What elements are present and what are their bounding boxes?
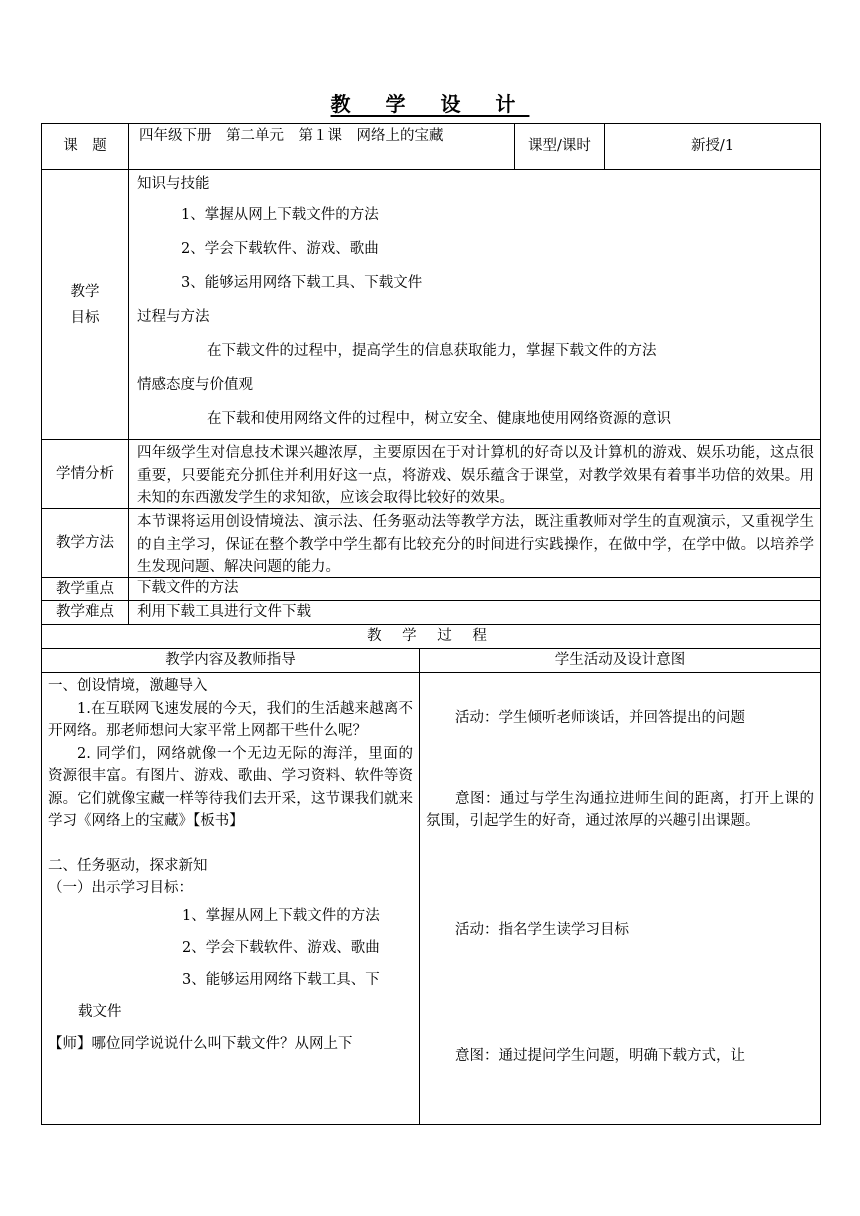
process-right-header: 学生活动及设计意图: [554, 652, 686, 668]
process-left: [42, 673, 420, 1124]
section1-para1: 1.在互联网飞速发展的今天，我们的生活越来越离不开网络。那老师想问大家平常上网都干些什么呢？: [48, 700, 413, 739]
method-text: 本节课将运用创设情境法、演示法、任务驱动法等教学方法，既注重教师对学生的直观演示，又重视学生的自主学习，保证在整个教学中学生都有比较充分的时间进行实践操作，在做中学，在学中做。以培养学生发现问题、解决问题的能力。: [137, 514, 814, 575]
analysis-label: 学情分析: [42, 440, 129, 508]
process-right: [420, 673, 820, 1124]
key-text: 下载文件的方法: [137, 580, 239, 596]
goal-item: 2、学会下载软件、游戏、歌曲: [181, 241, 379, 257]
goals-row: [42, 170, 820, 440]
goals-content: [129, 170, 820, 439]
topic-label: 课 题: [42, 124, 129, 169]
key-label: 教学重点: [42, 578, 129, 600]
process-body-row: [42, 673, 820, 1124]
intent-2: 意图：通过提问学生问题，明确下载方式，让: [455, 1048, 745, 1064]
lesson-plan-table: [41, 123, 821, 1125]
goals-label-text: 教学目标: [70, 283, 100, 326]
process-header-row: [42, 649, 820, 673]
goal-process: 在下载文件的过程中，提高学生的信息获取能力，掌握下载文件的方法: [207, 343, 657, 359]
intent-1: 意图：通过与学生沟通拉进师生间的距离，打开上课的氛围，引起学生的好奇，通过浓厚的兴趣引出课题。: [426, 790, 814, 829]
analysis-row: [42, 440, 820, 509]
type-value: 新授/1: [690, 138, 735, 154]
method-row: [42, 509, 820, 578]
goals-section3: 情感态度与价值观: [137, 377, 253, 393]
goal-attitude: 在下载和使用网络文件的过程中，树立安全、健康地使用网络资源的意识: [207, 411, 671, 427]
goals-section1: 知识与技能: [137, 176, 210, 192]
spacer: [426, 833, 814, 919]
type-label: 课型/课时: [515, 124, 605, 169]
process-goal-item: 2、学会下载软件、游戏、歌曲: [182, 939, 380, 956]
goals-label: [42, 170, 129, 439]
activity-1: 活动：学生倾听老师谈话，并回答提出的问题: [455, 710, 745, 726]
difficulty-row: [42, 601, 820, 625]
section1-para2: 2. 同学们，网络就像一个无边无际的海洋，里面的资源很丰富。有图片、游戏、歌曲、学习资料、软件等资源。它们就像宝藏一样等待我们去开采，这节课我们就来学习《网络上的宝藏》【板书】: [48, 745, 413, 829]
goals-section2: 过程与方法: [137, 309, 210, 325]
goal-item: 1、掌握从网上下载文件的方法: [181, 207, 379, 223]
spacer: [426, 730, 814, 788]
page-title: 教 学 设 计: [330, 92, 530, 116]
activity-2: 活动：指名学生读学习目标: [455, 921, 629, 938]
difficulty-text: 利用下载工具进行文件下载: [137, 604, 311, 620]
section2-sub: （一）出示学习目标：: [48, 880, 193, 896]
teacher-question: 【师】哪位同学说说什么叫下载文件？从网上下: [48, 1035, 353, 1052]
spacer: [48, 833, 413, 855]
section2-title: 二、任务驱动，探求新知: [48, 857, 208, 874]
goal-item: 3、能够运用网络下载工具、下载文件: [181, 275, 423, 291]
section1-title: 一、创设情境，激趣导入: [48, 678, 208, 694]
process-left-header: 教学内容及教师指导: [42, 649, 420, 672]
process-heading: 教 学 过 程: [42, 625, 820, 649]
difficulty-label: 教学难点: [42, 601, 129, 624]
topic-value: 四年级下册 第二单元 第１课 网络上的宝藏: [129, 124, 515, 169]
process-goal-item: 1、掌握从网上下载文件的方法: [182, 907, 380, 924]
spacer: [426, 941, 814, 1045]
topic-row: [42, 124, 820, 170]
method-label: 教学方法: [42, 509, 129, 577]
process-goal-cont: 载文件: [78, 1003, 122, 1020]
process-goal-item: 3、能够运用网络下载工具、下: [182, 971, 380, 988]
analysis-text: 四年级学生对信息技术课兴趣浓厚，主要原因在于对计算机的好奇以及计算机的游戏、娱乐功能，这点很重要，只要能充分抓住并利用好这一点，将游戏、娱乐蕴含于课堂，对教学效果有着事半功倍的效果。用未知的东西激发学生的求知欲，应该会取得比较好的效果。: [137, 445, 814, 506]
key-row: [42, 578, 820, 601]
spacer: [426, 675, 814, 707]
